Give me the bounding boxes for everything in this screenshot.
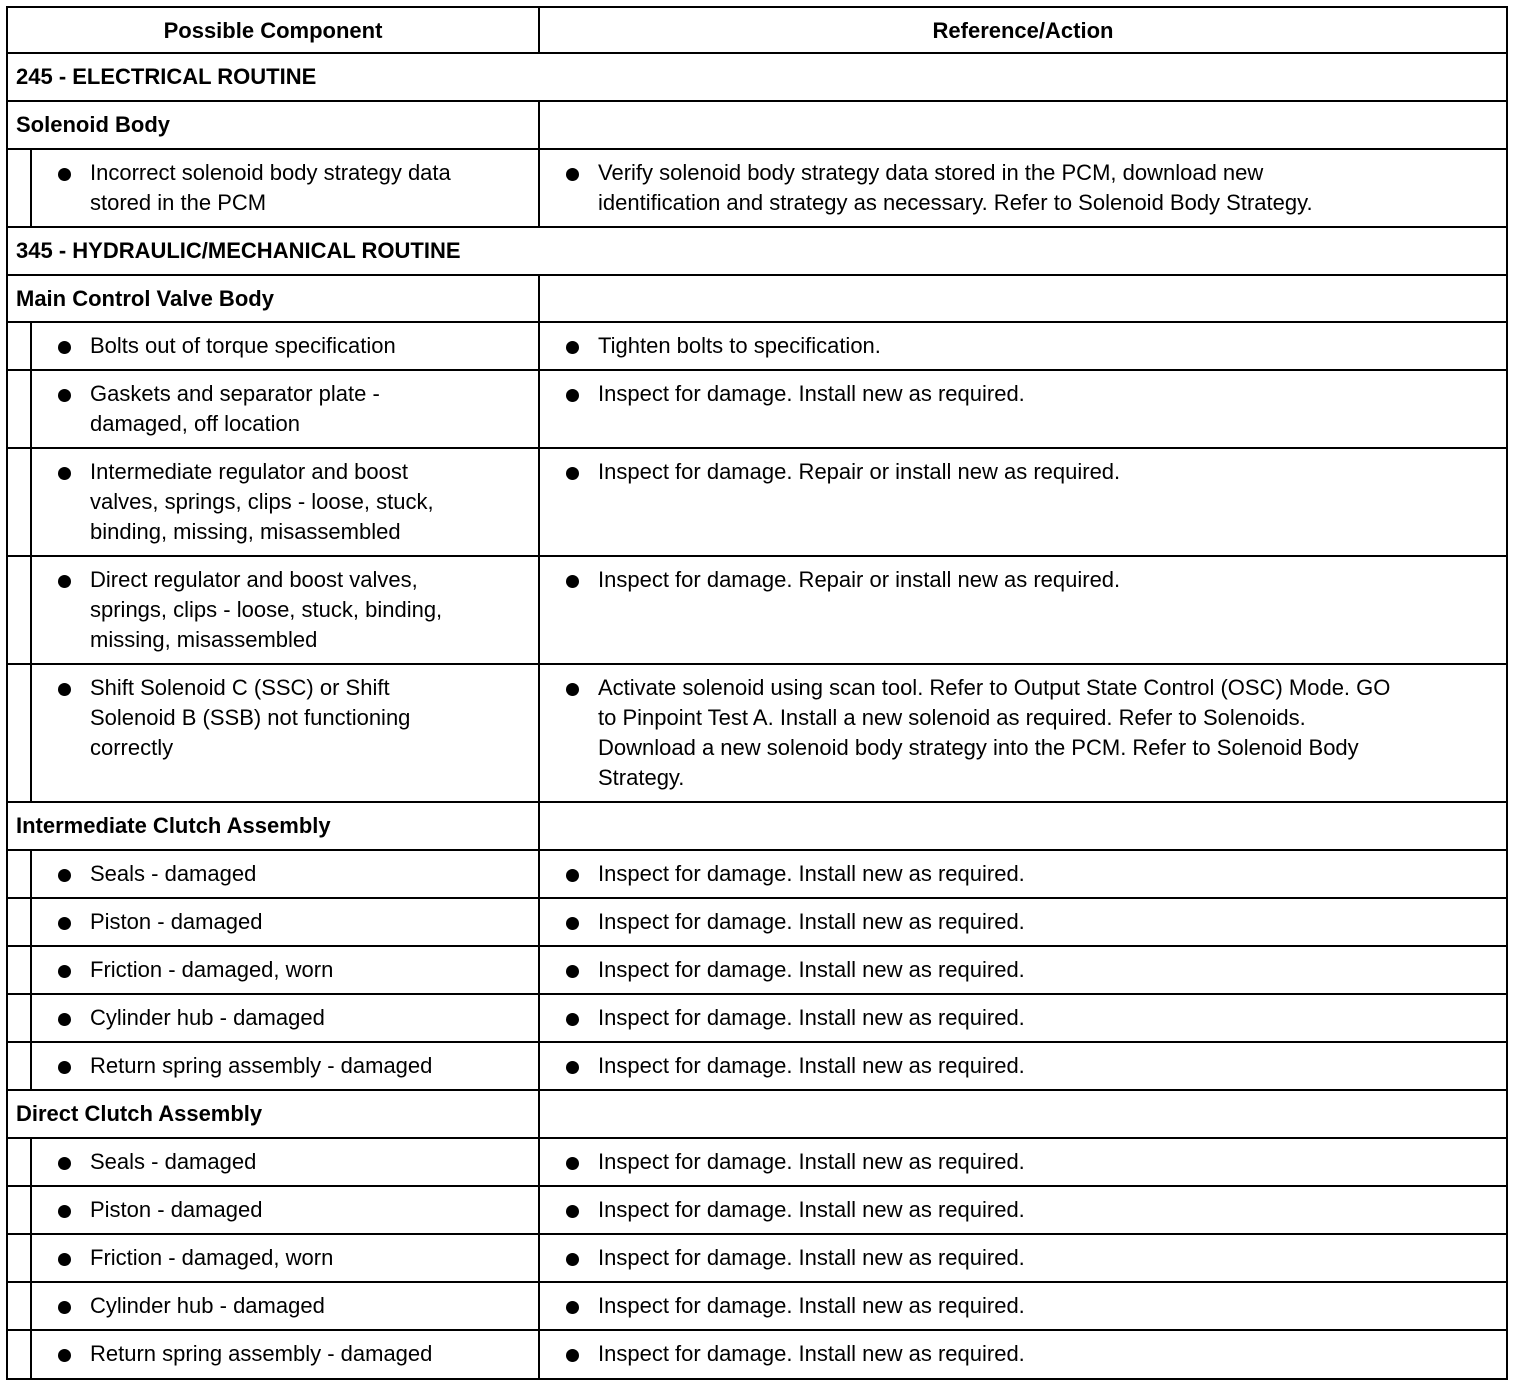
bullet-icon: [566, 869, 579, 882]
divider: [538, 995, 540, 1043]
header-possible-component: Possible Component: [163, 18, 383, 43]
reference-action-text: Tighten bolts to specification.: [598, 333, 881, 358]
divider: [8, 148, 1506, 150]
header-reference-action: Reference/Action: [932, 18, 1114, 43]
possible-component-text: Gaskets and separator plate -: [90, 381, 380, 406]
divider: [30, 449, 32, 557]
divider: [538, 1235, 540, 1283]
bullet-icon: [58, 1349, 71, 1362]
possible-component-text: Friction - damaged, worn: [90, 1245, 334, 1270]
bullet-icon: [58, 917, 71, 930]
possible-component-text: missing, misassembled: [90, 627, 318, 652]
divider: [8, 993, 1506, 995]
diagnostic-table: [6, 6, 1508, 1380]
divider: [538, 1331, 540, 1378]
divider: [30, 1331, 32, 1378]
possible-component-text: Return spring assembly - damaged: [90, 1341, 433, 1366]
divider: [538, 1187, 540, 1235]
divider: [8, 447, 1506, 449]
possible-component-text: Piston - damaged: [90, 1197, 263, 1222]
reference-action-text: Inspect for damage. Install new as required.: [598, 1341, 1025, 1366]
bullet-icon: [58, 1205, 71, 1218]
divider: [8, 897, 1506, 899]
divider: [30, 1235, 32, 1283]
divider: [538, 1139, 540, 1187]
divider: [8, 945, 1506, 947]
reference-action-text: Inspect for damage. Install new as required.: [598, 909, 1025, 934]
divider: [538, 557, 540, 665]
divider: [538, 276, 540, 323]
divider: [8, 1137, 1506, 1139]
bullet-icon: [566, 1349, 579, 1362]
possible-component-text: springs, clips - loose, stuck, binding,: [90, 597, 443, 622]
divider: [8, 100, 1506, 102]
divider: [538, 102, 540, 150]
possible-component-text: correctly: [90, 735, 174, 760]
divider: [30, 557, 32, 665]
reference-action-text: Inspect for damage. Install new as required.: [598, 381, 1025, 406]
reference-action-text: Inspect for damage. Repair or install new as required.: [598, 459, 1121, 484]
divider: [8, 1329, 1506, 1331]
divider: [30, 1283, 32, 1331]
possible-component-text: Cylinder hub - damaged: [90, 1293, 325, 1318]
reference-action-text: Inspect for damage. Install new as required.: [598, 1293, 1025, 1318]
bullet-icon: [566, 1301, 579, 1314]
reference-action-text: identification and strategy as necessary. Refer to Solenoid Body Strategy.: [598, 190, 1313, 215]
bullet-icon: [566, 575, 579, 588]
divider: [30, 1187, 32, 1235]
bullet-icon: [566, 683, 579, 696]
divider: [30, 995, 32, 1043]
divider: [538, 8, 540, 54]
bullet-icon: [58, 683, 71, 696]
bullet-icon: [566, 168, 579, 181]
divider: [30, 1043, 32, 1091]
bullet-icon: [58, 341, 71, 354]
reference-action-text: Inspect for damage. Install new as required.: [598, 1149, 1025, 1174]
divider: [538, 1283, 540, 1331]
reference-action-text: Inspect for damage. Install new as required.: [598, 1005, 1025, 1030]
bullet-icon: [58, 467, 71, 480]
bullet-icon: [58, 389, 71, 402]
reference-action-text: Inspect for damage. Install new as required.: [598, 1245, 1025, 1270]
divider: [30, 947, 32, 995]
bullet-icon: [58, 1253, 71, 1266]
divider: [538, 665, 540, 803]
divider: [8, 1185, 1506, 1187]
reference-action-text: Strategy.: [598, 765, 685, 790]
divider: [8, 1041, 1506, 1043]
bullet-icon: [58, 1013, 71, 1026]
divider: [8, 1089, 1506, 1091]
divider: [8, 321, 1506, 323]
bullet-icon: [566, 1205, 579, 1218]
reference-action-text: Verify solenoid body strategy data stored in the PCM, download new: [598, 160, 1264, 185]
divider: [30, 851, 32, 899]
possible-component-text: Seals - damaged: [90, 1149, 257, 1174]
divider: [30, 665, 32, 803]
bullet-icon: [566, 467, 579, 480]
section-heading: 245 - ELECTRICAL ROUTINE: [16, 64, 317, 89]
component-group-title: Intermediate Clutch Assembly: [16, 813, 331, 838]
bullet-icon: [58, 965, 71, 978]
bullet-icon: [566, 389, 579, 402]
bullet-icon: [566, 341, 579, 354]
bullet-icon: [58, 168, 71, 181]
reference-action-text: Activate solenoid using scan tool. Refer to Output State Control (OSC) Mode. GO: [598, 675, 1391, 700]
divider: [8, 1281, 1506, 1283]
possible-component-text: Bolts out of torque specification: [90, 333, 396, 358]
divider: [8, 1233, 1506, 1235]
divider: [538, 371, 540, 449]
divider: [8, 369, 1506, 371]
reference-action-text: Inspect for damage. Install new as required.: [598, 861, 1025, 886]
possible-component-text: Seals - damaged: [90, 861, 257, 886]
component-group-title: Solenoid Body: [16, 112, 170, 137]
divider: [30, 899, 32, 947]
possible-component-text: valves, springs, clips - loose, stuck,: [90, 489, 434, 514]
bullet-icon: [58, 1157, 71, 1170]
possible-component-text: Return spring assembly - damaged: [90, 1053, 433, 1078]
divider: [30, 371, 32, 449]
bullet-icon: [566, 917, 579, 930]
divider: [538, 899, 540, 947]
divider: [30, 1139, 32, 1187]
divider: [8, 226, 1506, 228]
bullet-icon: [566, 1061, 579, 1074]
reference-action-text: Inspect for damage. Install new as required.: [598, 1053, 1025, 1078]
divider: [538, 851, 540, 899]
bullet-icon: [58, 575, 71, 588]
divider: [538, 947, 540, 995]
possible-component-text: Friction - damaged, worn: [90, 957, 334, 982]
reference-action-text: Inspect for damage. Install new as required.: [598, 957, 1025, 982]
component-group-title: Direct Clutch Assembly: [16, 1101, 263, 1126]
reference-action-text: Inspect for damage. Install new as required.: [598, 1197, 1025, 1222]
divider: [8, 663, 1506, 665]
possible-component-text: Piston - damaged: [90, 909, 263, 934]
divider: [538, 803, 540, 851]
possible-component-text: Cylinder hub - damaged: [90, 1005, 325, 1030]
possible-component-text: binding, missing, misassembled: [90, 519, 401, 544]
divider: [538, 449, 540, 557]
divider: [30, 323, 32, 371]
possible-component-text: Incorrect solenoid body strategy data: [90, 160, 451, 185]
bullet-icon: [58, 869, 71, 882]
divider: [538, 150, 540, 228]
divider: [8, 274, 1506, 276]
bullet-icon: [58, 1301, 71, 1314]
possible-component-text: stored in the PCM: [90, 190, 267, 215]
reference-action-text: Download a new solenoid body strategy into the PCM. Refer to Solenoid Body: [598, 735, 1359, 760]
reference-action-text: to Pinpoint Test A. Install a new solenoid as required. Refer to Solenoids.: [598, 705, 1306, 730]
bullet-icon: [566, 1157, 579, 1170]
bullet-icon: [566, 1253, 579, 1266]
section-heading: 345 - HYDRAULIC/MECHANICAL ROUTINE: [16, 238, 461, 263]
bullet-icon: [566, 1013, 579, 1026]
divider: [30, 150, 32, 228]
possible-component-text: Direct regulator and boost valves,: [90, 567, 418, 592]
component-group-title: Main Control Valve Body: [16, 286, 274, 311]
possible-component-text: damaged, off location: [90, 411, 300, 436]
bullet-icon: [566, 965, 579, 978]
divider: [538, 1043, 540, 1091]
divider: [8, 52, 1506, 54]
divider: [538, 323, 540, 371]
possible-component-text: Intermediate regulator and boost: [90, 459, 408, 484]
possible-component-text: Solenoid B (SSB) not functioning: [90, 705, 411, 730]
divider: [8, 801, 1506, 803]
possible-component-text: Shift Solenoid C (SSC) or Shift: [90, 675, 390, 700]
bullet-icon: [58, 1061, 71, 1074]
divider: [8, 555, 1506, 557]
reference-action-text: Inspect for damage. Repair or install new as required.: [598, 567, 1121, 592]
divider: [8, 849, 1506, 851]
divider: [538, 1091, 540, 1139]
